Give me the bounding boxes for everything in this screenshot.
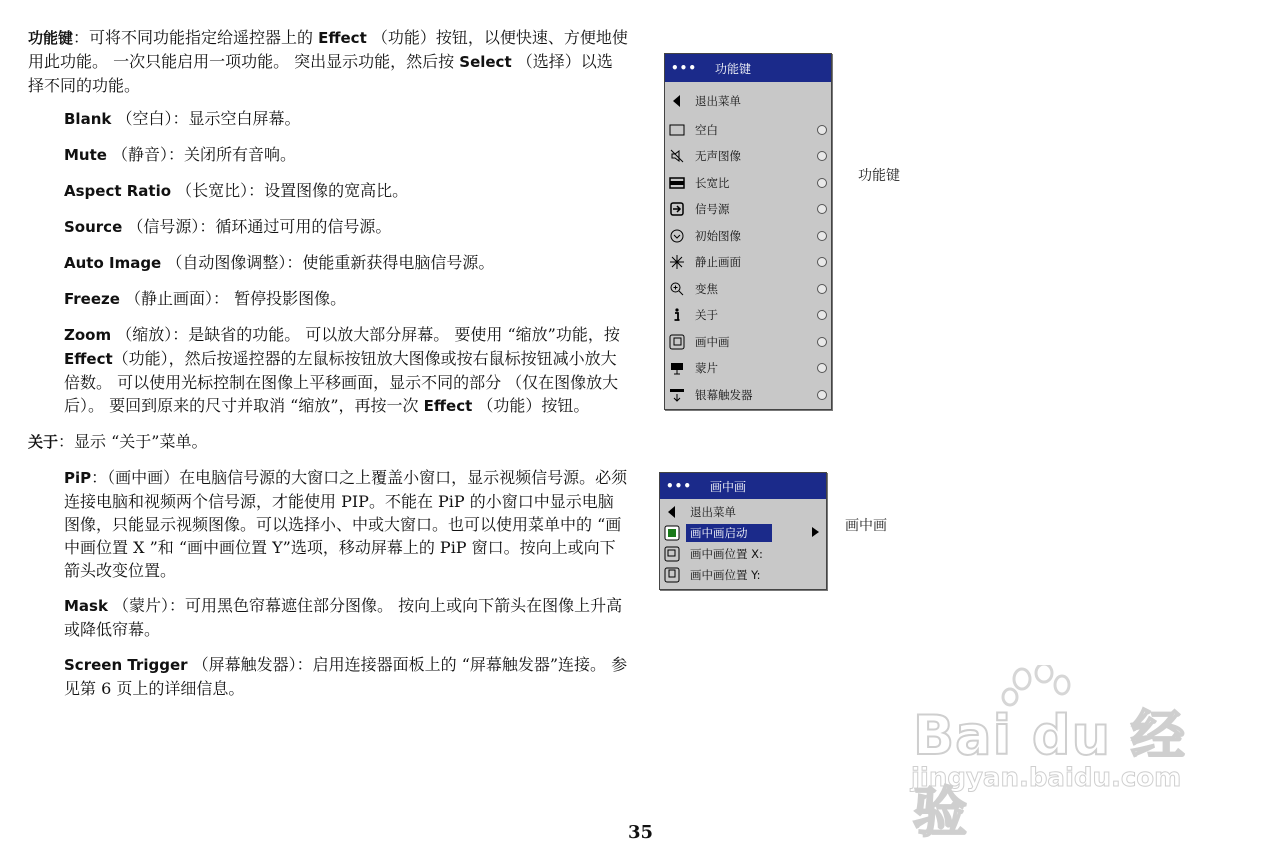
menu-header — [660, 473, 826, 499]
menu-item-label: 长宽比 — [695, 175, 730, 190]
menu-item-source[interactable] — [665, 196, 831, 223]
item-screen-trigger — [64, 653, 628, 700]
item-pip — [64, 466, 628, 582]
item-term: Aspect Ratio — [64, 182, 172, 200]
about-desc: ：显示 “关于”菜单。 — [58, 432, 208, 451]
item-zoom — [64, 323, 628, 418]
item-auto-image — [64, 251, 628, 275]
menu-item-label: 无声图像 — [695, 149, 741, 164]
pip-desc: ：（画中画）在电脑信号源的大窗口之上覆盖小窗口，显示视频信号源。必须连接电脑和视频两个信号源，才能使用 PIP。不能在 PiP 的小窗口中显示电脑图像，只能显示视频图像。可以选择小、中或大窗口。也可以使用菜单中的 “画中画位置 X ”和 “画中画位置 Y”选项，移动屏幕上的 PiP 窗口。按向上或向下箭头改变位置。 — [64, 468, 628, 580]
zoom-text-2: （功能），然后按遥控器的左鼠标按钮放大图像或按右鼠标按钮减小放大倍数。 可以使用光标控制在图像上平移画面，显示不同的部分 （仅在图像放大后）。 要回到原来的尺寸并取消 “缩放”，再按一次 — [64, 349, 619, 415]
pip-position-x-icon — [663, 545, 681, 563]
radio-button[interactable] — [817, 363, 827, 373]
zoom-magnifier-icon — [668, 280, 686, 298]
mask-term: Mask — [64, 597, 108, 615]
item-desc: （空白）：显示空白屏幕。 — [111, 109, 301, 128]
effect-key-caption: 功能键 — [858, 168, 900, 184]
menu-item-label: 关于 — [695, 308, 718, 323]
page-number: 35 — [628, 822, 654, 843]
menu-item-pip[interactable] — [665, 329, 831, 356]
radio-button[interactable] — [817, 257, 827, 267]
item-freeze — [64, 287, 628, 311]
mask-icon — [668, 359, 686, 377]
menu-item-label: 初始图像 — [695, 228, 741, 243]
watermark-url: jingyan.baidu.com — [911, 763, 1182, 793]
left-arrow-icon — [663, 503, 681, 521]
item-blank — [64, 107, 628, 131]
item-mute — [64, 143, 628, 167]
menu-item-label: 银幕触发器 — [695, 387, 753, 402]
item-term: Blank — [64, 110, 112, 128]
freeze-snowflake-icon — [668, 253, 686, 271]
intro-term: 功能键 — [28, 29, 74, 47]
source-input-icon — [668, 200, 686, 218]
menu-item-zoom[interactable] — [665, 276, 831, 303]
radio-button[interactable] — [817, 151, 827, 161]
item-desc: （自动图像调整）：使能重新获得电脑信号源。 — [161, 253, 495, 272]
zoom-text-3: （功能）按钮。 — [472, 396, 590, 415]
item-desc: （长宽比）：设置图像的宽高比。 — [171, 181, 409, 200]
trigger-desc: （屏幕触发器）：启用连接器面板上的 “屏幕触发器”连接。 参见第 6 页上的详细信息。 — [64, 655, 628, 698]
zoom-effect-2: Effect — [423, 397, 473, 415]
trigger-term: Screen Trigger — [64, 656, 188, 674]
menu-item-pip-position-y[interactable] — [660, 564, 826, 585]
mask-desc: （蒙片）：可用黑色帘幕遮住部分图像。 按向上或向下箭头在图像上升高或降低帘幕。 — [64, 596, 623, 639]
zoom-term: Zoom — [64, 326, 112, 344]
item-desc: （静止画面）： 暂停投影图像。 — [119, 289, 347, 308]
menu-item-label: 空白 — [695, 122, 718, 137]
item-term: Source — [64, 218, 123, 236]
radio-button[interactable] — [817, 204, 827, 214]
intro-text-3: （选择）以选择不同的功能。 — [28, 52, 613, 95]
effect-key-menu — [664, 53, 832, 410]
item-desc: （静音）：关闭所有音响。 — [106, 145, 297, 164]
zoom-effect-1: Effect — [64, 350, 113, 368]
intro-text-2: （功能）按钮，以便快速、方便地使用此功能。 一次只能启用一项功能。 突出显示功能，然后按 — [28, 28, 628, 71]
radio-button[interactable] — [817, 231, 827, 241]
menu-exit-label: 退出菜单 — [695, 94, 741, 109]
aspect-ratio-icon — [668, 174, 686, 192]
pip-menu — [659, 472, 827, 590]
info-icon — [668, 306, 686, 324]
menu-item-pip-position-x[interactable] — [660, 543, 826, 564]
menu-header — [665, 54, 831, 82]
menu-item-freeze[interactable] — [665, 249, 831, 276]
menu-item-label: 静止画面 — [695, 255, 741, 270]
menu-item-about[interactable] — [665, 302, 831, 329]
radio-button[interactable] — [817, 284, 827, 294]
menu-item-auto-image[interactable] — [665, 223, 831, 250]
item-term: Mute — [64, 146, 107, 164]
menu-title: 画中画 — [710, 479, 747, 494]
menu-dots-icon: ••• — [671, 61, 698, 75]
pip-term: PiP — [64, 469, 92, 487]
about-term: 关于 — [28, 433, 59, 451]
intro-text-1: ：可将不同功能指定给遥控器上的 — [73, 28, 319, 47]
screen-trigger-icon — [668, 386, 686, 404]
menu-item-blank[interactable] — [665, 117, 831, 144]
radio-button[interactable] — [817, 337, 827, 347]
baidu-watermark — [905, 665, 1205, 844]
intro-effect: Effect — [318, 29, 367, 47]
menu-dots-icon: ••• — [666, 479, 693, 493]
menu-item-label: 画中画位置 X: — [690, 546, 763, 561]
left-arrow-icon — [668, 92, 686, 110]
main-text — [28, 26, 628, 712]
auto-image-icon — [668, 227, 686, 245]
menu-item-label: 画中画 — [695, 334, 730, 349]
pip-caption: 画中画 — [845, 518, 887, 534]
menu-item-pip-enable[interactable] — [660, 522, 826, 543]
menu-item-label: 蒙片 — [695, 361, 718, 376]
menu-item-mask[interactable] — [665, 355, 831, 382]
blank-screen-icon — [668, 121, 686, 139]
pip-icon — [668, 333, 686, 351]
zoom-text-1: （缩放）：是缺省的功能。 可以放大部分屏幕。 要使用 “缩放”功能，按 — [111, 325, 620, 344]
menu-item-aspect-ratio[interactable] — [665, 170, 831, 197]
item-about — [28, 430, 628, 454]
item-aspect-ratio — [64, 179, 628, 203]
radio-button[interactable] — [817, 178, 827, 188]
menu-item-mute[interactable] — [665, 143, 831, 170]
item-desc: （信号源）：循环通过可用的信号源。 — [122, 217, 392, 236]
item-term: Freeze — [64, 290, 120, 308]
submenu-arrow-icon — [812, 527, 819, 537]
watermark-brand: Bai du 经验 — [913, 704, 1186, 844]
menu-item-label: 画中画启动 — [686, 524, 772, 542]
menu-exit-label: 退出菜单 — [690, 504, 736, 519]
radio-button[interactable] — [817, 125, 827, 135]
pip-position-y-icon — [663, 566, 681, 584]
menu-item-screen-trigger[interactable] — [665, 382, 831, 409]
item-mask — [64, 594, 628, 641]
pip-enable-icon — [663, 524, 681, 542]
radio-button[interactable] — [817, 390, 827, 400]
item-term: Auto Image — [64, 254, 162, 272]
radio-button[interactable] — [817, 310, 827, 320]
menu-title: 功能键 — [715, 61, 752, 76]
intro-select: Select — [459, 53, 512, 71]
menu-item-label: 画中画位置 Y: — [690, 567, 761, 582]
mute-speaker-icon — [668, 147, 686, 165]
menu-exit-item[interactable] — [660, 501, 826, 522]
intro-paragraph — [28, 26, 628, 97]
menu-item-label: 变焦 — [695, 281, 718, 296]
item-source — [64, 215, 628, 239]
menu-item-label: 信号源 — [695, 202, 730, 217]
menu-exit-item[interactable] — [665, 88, 831, 115]
